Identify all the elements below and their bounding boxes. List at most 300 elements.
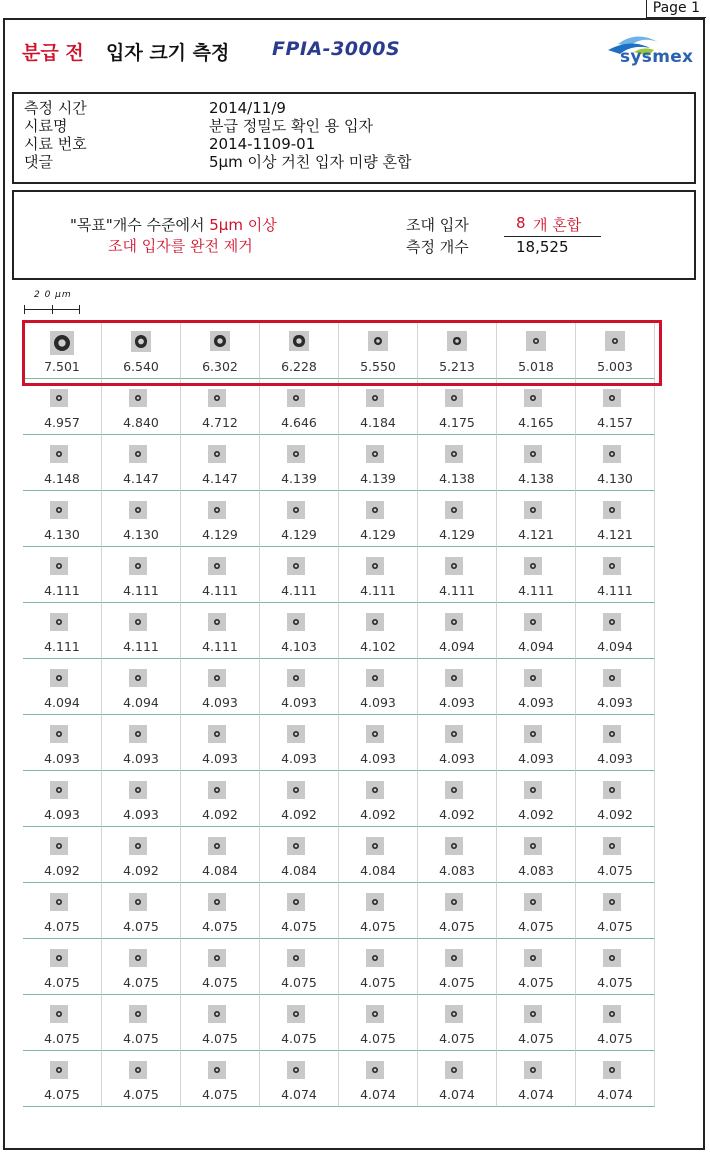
particle-size-value: 4.093 xyxy=(360,751,396,766)
particle-image xyxy=(50,1005,68,1023)
scale-bar-tick xyxy=(52,305,53,314)
particle-ring xyxy=(609,675,615,681)
particle-ring xyxy=(214,843,220,849)
particle-size-value: 4.093 xyxy=(202,751,238,766)
particle-size-value: 4.075 xyxy=(123,975,159,990)
particle-size-value: 4.129 xyxy=(439,527,475,542)
summary-threshold: 5μm 이상 xyxy=(209,216,277,234)
particle-size-value: 4.111 xyxy=(202,639,238,654)
particle-size-value: 4.130 xyxy=(123,527,159,542)
particle-size-value: 4.084 xyxy=(281,863,317,878)
particle-image xyxy=(445,725,463,743)
particle-image xyxy=(366,613,384,631)
particle-cell xyxy=(339,323,418,379)
particle-cell xyxy=(102,323,181,379)
particle-image xyxy=(50,669,68,687)
particle-cell xyxy=(23,939,102,995)
particle-size-value: 4.957 xyxy=(44,415,80,430)
particle-ring xyxy=(56,787,62,793)
particle-ring xyxy=(451,619,457,625)
particle-size-value: 4.092 xyxy=(439,807,475,822)
particle-ring xyxy=(451,1011,457,1017)
particle-image xyxy=(366,501,384,519)
particle-cell xyxy=(497,827,576,883)
particle-cell xyxy=(260,323,339,379)
particle-ring xyxy=(609,563,615,569)
info-value-time: 2014/11/9 xyxy=(209,99,286,117)
particle-image xyxy=(208,949,226,967)
particle-cell xyxy=(181,603,260,659)
particle-ring xyxy=(372,955,378,961)
particle-size-value: 4.129 xyxy=(202,527,238,542)
particle-ring xyxy=(214,675,220,681)
particle-size-value: 4.075 xyxy=(202,919,238,934)
particle-cell xyxy=(576,547,655,603)
particle-cell xyxy=(23,1051,102,1107)
particle-cell xyxy=(102,939,181,995)
coarse-underline xyxy=(504,236,601,237)
particle-size-value: 4.075 xyxy=(360,975,396,990)
particle-ring xyxy=(214,1011,220,1017)
summary-line1-text: "목표"개수 수준에서 xyxy=(70,216,210,234)
particle-size-value: 4.093 xyxy=(44,807,80,822)
particle-ring xyxy=(612,338,618,344)
particle-size-value: 4.075 xyxy=(597,919,633,934)
particle-image xyxy=(366,445,384,463)
particle-image xyxy=(208,893,226,911)
particle-cell xyxy=(497,715,576,771)
particle-ring xyxy=(293,731,299,737)
particle-size-value: 4.094 xyxy=(123,695,159,710)
particle-cell xyxy=(497,771,576,827)
particle-size-value: 4.092 xyxy=(281,807,317,822)
particle-image xyxy=(603,837,621,855)
particle-size-value: 4.093 xyxy=(597,751,633,766)
particle-cell xyxy=(102,883,181,939)
particle-image xyxy=(366,837,384,855)
info-label-comment: 댓글 xyxy=(24,153,53,171)
particle-image xyxy=(208,1061,226,1079)
particle-cell xyxy=(181,827,260,883)
particle-cell xyxy=(418,995,497,1051)
particle-ring xyxy=(451,451,457,457)
particle-ring xyxy=(214,899,220,905)
particle-cell xyxy=(339,1051,418,1107)
particle-size-value: 4.075 xyxy=(123,1087,159,1102)
particle-image xyxy=(50,501,68,519)
particle-image xyxy=(208,557,226,575)
particle-image xyxy=(129,837,147,855)
particle-size-value: 4.111 xyxy=(123,639,159,654)
particle-ring xyxy=(530,1011,536,1017)
particle-ring xyxy=(609,619,615,625)
particle-image xyxy=(287,837,305,855)
particle-image xyxy=(208,501,226,519)
particle-cell xyxy=(576,771,655,827)
particle-ring xyxy=(451,1067,457,1073)
particle-size-value: 4.084 xyxy=(360,863,396,878)
particle-cell xyxy=(102,491,181,547)
particle-size-value: 4.092 xyxy=(597,807,633,822)
particle-image xyxy=(603,669,621,687)
particle-size-value: 4.075 xyxy=(281,919,317,934)
particle-size-value: 4.646 xyxy=(281,415,317,430)
particle-cell xyxy=(576,379,655,435)
particle-ring xyxy=(56,619,62,625)
particle-image xyxy=(603,557,621,575)
summary-line1 xyxy=(70,214,277,235)
particle-size-value: 4.075 xyxy=(202,1087,238,1102)
particle-cell xyxy=(576,939,655,995)
particle-size-value: 4.074 xyxy=(439,1087,475,1102)
particle-size-value: 4.075 xyxy=(360,1031,396,1046)
particle-image xyxy=(50,893,68,911)
particle-cell xyxy=(23,659,102,715)
particle-ring xyxy=(609,899,615,905)
particle-ring xyxy=(54,335,70,351)
particle-image xyxy=(50,725,68,743)
particle-cell xyxy=(339,491,418,547)
particle-size-value: 4.111 xyxy=(44,583,80,598)
measured-count-value: 18,525 xyxy=(516,238,569,256)
particle-ring xyxy=(293,1067,299,1073)
particle-size-value: 4.147 xyxy=(202,471,238,486)
particle-ring xyxy=(533,338,539,344)
particle-cell xyxy=(418,323,497,379)
particle-size-value: 4.075 xyxy=(518,975,554,990)
particle-cell xyxy=(339,715,418,771)
particle-size-value: 4.157 xyxy=(597,415,633,430)
particle-image xyxy=(524,725,542,743)
particle-ring xyxy=(56,1011,62,1017)
particle-ring xyxy=(530,395,536,401)
particle-cell xyxy=(181,1051,260,1107)
particle-size-value: 4.093 xyxy=(281,695,317,710)
particle-size-value: 4.129 xyxy=(281,527,317,542)
particle-cell xyxy=(181,939,260,995)
particle-cell xyxy=(576,995,655,1051)
particle-size-value: 5.550 xyxy=(360,359,396,374)
particle-ring xyxy=(214,619,220,625)
particle-ring xyxy=(214,451,220,457)
particle-ring xyxy=(56,731,62,737)
particle-ring xyxy=(293,675,299,681)
particle-image xyxy=(445,781,463,799)
particle-ring xyxy=(214,563,220,569)
particle-cell xyxy=(23,435,102,491)
particle-size-value: 4.103 xyxy=(281,639,317,654)
particle-ring xyxy=(530,619,536,625)
particle-cell xyxy=(339,995,418,1051)
particle-ring xyxy=(451,899,457,905)
particle-image xyxy=(289,331,309,351)
particle-image xyxy=(129,893,147,911)
particle-ring xyxy=(56,451,62,457)
particle-cell xyxy=(260,379,339,435)
particle-cell xyxy=(260,547,339,603)
particle-image xyxy=(524,669,542,687)
particle-size-value: 4.130 xyxy=(597,471,633,486)
particle-image xyxy=(445,893,463,911)
coarse-particle-unit: 개 혼합 xyxy=(533,216,582,234)
particle-cell xyxy=(576,491,655,547)
particle-image xyxy=(366,1061,384,1079)
particle-cell xyxy=(339,827,418,883)
particle-image xyxy=(129,445,147,463)
particle-size-value: 4.093 xyxy=(123,807,159,822)
particle-ring xyxy=(372,787,378,793)
particle-image xyxy=(366,557,384,575)
particle-cell xyxy=(181,323,260,379)
particle-image xyxy=(445,389,463,407)
particle-ring xyxy=(530,675,536,681)
particle-size-value: 4.121 xyxy=(518,527,554,542)
particle-ring xyxy=(451,787,457,793)
particle-ring xyxy=(293,787,299,793)
particle-cell xyxy=(497,547,576,603)
particle-image xyxy=(129,725,147,743)
particle-size-value: 4.075 xyxy=(597,975,633,990)
particle-image xyxy=(50,331,74,355)
particle-image xyxy=(524,949,542,967)
particle-size-value: 4.175 xyxy=(439,415,475,430)
particle-ring xyxy=(293,451,299,457)
particle-cell xyxy=(23,379,102,435)
particle-ring xyxy=(609,451,615,457)
particle-size-value: 4.075 xyxy=(360,919,396,934)
sample-info-box xyxy=(12,92,696,184)
particle-ring xyxy=(135,843,141,849)
particle-image xyxy=(208,781,226,799)
particle-size-value: 4.111 xyxy=(44,639,80,654)
particle-size-value: 4.075 xyxy=(44,919,80,934)
particle-cell xyxy=(181,659,260,715)
particle-size-value: 4.712 xyxy=(202,415,238,430)
particle-size-value: 4.093 xyxy=(123,751,159,766)
particle-size-value: 4.075 xyxy=(44,975,80,990)
particle-ring xyxy=(372,395,378,401)
particle-image xyxy=(366,669,384,687)
particle-cell xyxy=(102,547,181,603)
particle-cell xyxy=(339,379,418,435)
particle-ring xyxy=(451,395,457,401)
particle-cell xyxy=(181,715,260,771)
particle-size-value: 4.111 xyxy=(518,583,554,598)
particle-cell xyxy=(497,1051,576,1107)
particle-ring xyxy=(135,619,141,625)
particle-ring xyxy=(56,563,62,569)
particle-size-value: 5.003 xyxy=(597,359,633,374)
particle-image xyxy=(287,501,305,519)
particle-ring xyxy=(530,563,536,569)
particle-image xyxy=(129,1005,147,1023)
summary-line2: 조대 입자를 완전 제거 xyxy=(108,237,253,255)
particle-size-value: 4.121 xyxy=(597,527,633,542)
scale-bar-tick xyxy=(24,305,25,314)
particle-cell xyxy=(102,659,181,715)
particle-image-grid xyxy=(23,323,655,1107)
particle-size-value: 4.130 xyxy=(44,527,80,542)
particle-image xyxy=(129,949,147,967)
particle-cell xyxy=(576,603,655,659)
particle-image xyxy=(524,893,542,911)
particle-cell xyxy=(339,435,418,491)
particle-size-value: 4.075 xyxy=(202,1031,238,1046)
particle-ring xyxy=(609,1067,615,1073)
particle-cell xyxy=(102,771,181,827)
particle-size-value: 4.165 xyxy=(518,415,554,430)
particle-ring xyxy=(293,955,299,961)
particle-image xyxy=(366,781,384,799)
particle-ring xyxy=(135,395,141,401)
particle-cell xyxy=(260,715,339,771)
particle-size-value: 6.228 xyxy=(281,359,317,374)
particle-cell xyxy=(339,771,418,827)
particle-cell xyxy=(181,379,260,435)
particle-image xyxy=(445,1061,463,1079)
particle-image xyxy=(526,331,546,351)
particle-size-value: 4.111 xyxy=(439,583,475,598)
particle-size-value: 4.075 xyxy=(439,919,475,934)
particle-size-value: 4.075 xyxy=(123,919,159,934)
particle-image xyxy=(445,1005,463,1023)
particle-size-value: 4.111 xyxy=(597,583,633,598)
particle-image xyxy=(287,781,305,799)
particle-cell xyxy=(260,1051,339,1107)
scale-bar-label: 2 0 μm xyxy=(34,290,72,300)
particle-image xyxy=(208,1005,226,1023)
particle-ring xyxy=(374,337,383,346)
particle-image xyxy=(50,1061,68,1079)
particle-cell xyxy=(260,939,339,995)
particle-size-value: 4.075 xyxy=(44,1087,80,1102)
particle-ring xyxy=(451,563,457,569)
particle-image xyxy=(447,331,467,351)
particle-cell xyxy=(23,995,102,1051)
particle-image xyxy=(129,669,147,687)
particle-size-value: 4.094 xyxy=(439,639,475,654)
particle-image xyxy=(129,389,147,407)
particle-cell xyxy=(576,323,655,379)
particle-size-value: 4.074 xyxy=(518,1087,554,1102)
particle-cell xyxy=(102,715,181,771)
particle-image xyxy=(524,1061,542,1079)
particle-ring xyxy=(135,899,141,905)
particle-size-value: 4.074 xyxy=(360,1087,396,1102)
particle-image xyxy=(603,389,621,407)
info-label-time: 측정 시간 xyxy=(24,99,87,117)
particle-size-value: 4.093 xyxy=(44,751,80,766)
particle-image xyxy=(524,781,542,799)
particle-ring xyxy=(372,843,378,849)
particle-image xyxy=(287,725,305,743)
particle-cell xyxy=(102,603,181,659)
particle-ring xyxy=(135,675,141,681)
particle-cell xyxy=(181,771,260,827)
particle-ring xyxy=(56,899,62,905)
particle-size-value: 4.139 xyxy=(281,471,317,486)
particle-cell xyxy=(339,883,418,939)
summary-box xyxy=(12,190,696,280)
particle-ring xyxy=(453,337,460,344)
particle-ring xyxy=(214,335,226,347)
particle-image xyxy=(287,557,305,575)
particle-image xyxy=(50,389,68,407)
particle-image xyxy=(50,781,68,799)
particle-size-value: 4.075 xyxy=(518,1031,554,1046)
particle-image xyxy=(129,781,147,799)
particle-size-value: 4.094 xyxy=(597,639,633,654)
particle-ring xyxy=(609,395,615,401)
particle-size-value: 5.018 xyxy=(518,359,554,374)
particle-size-value: 4.093 xyxy=(439,751,475,766)
particle-image xyxy=(208,725,226,743)
info-value-sample: 분급 정밀도 확인 용 입자 xyxy=(209,117,373,135)
particle-cell xyxy=(497,435,576,491)
particle-cell xyxy=(418,771,497,827)
particle-ring xyxy=(372,563,378,569)
particle-size-value: 4.148 xyxy=(44,471,80,486)
particle-image xyxy=(287,389,305,407)
particle-cell xyxy=(260,491,339,547)
info-value-comment: 5μm 이상 거친 입자 미량 혼합 xyxy=(209,153,412,171)
particle-ring xyxy=(214,1067,220,1073)
particle-cell xyxy=(418,939,497,995)
particle-size-value: 6.302 xyxy=(202,359,238,374)
particle-size-value: 4.074 xyxy=(281,1087,317,1102)
particle-cell xyxy=(181,547,260,603)
coarse-particle-count: 8 xyxy=(516,214,526,232)
particle-cell xyxy=(23,323,102,379)
particle-image xyxy=(287,893,305,911)
particle-ring xyxy=(372,1067,378,1073)
particle-image xyxy=(445,669,463,687)
particle-size-value: 4.111 xyxy=(202,583,238,598)
particle-size-value: 4.138 xyxy=(518,471,554,486)
particle-ring xyxy=(293,843,299,849)
particle-cell xyxy=(181,435,260,491)
particle-cell xyxy=(102,827,181,883)
particle-ring xyxy=(293,395,299,401)
particle-image xyxy=(366,389,384,407)
particle-image xyxy=(603,613,621,631)
particle-image xyxy=(524,445,542,463)
particle-cell xyxy=(576,715,655,771)
particle-image xyxy=(603,949,621,967)
particle-cell xyxy=(418,883,497,939)
particle-size-value: 4.092 xyxy=(518,807,554,822)
particle-image xyxy=(445,445,463,463)
particle-ring xyxy=(609,787,615,793)
particle-ring xyxy=(530,507,536,513)
particle-cell xyxy=(102,1051,181,1107)
sysmex-logo xyxy=(600,30,710,70)
particle-size-value: 4.093 xyxy=(597,695,633,710)
particle-cell xyxy=(181,995,260,1051)
particle-cell xyxy=(260,827,339,883)
particle-ring xyxy=(372,899,378,905)
particle-cell xyxy=(23,715,102,771)
particle-cell xyxy=(497,883,576,939)
particle-ring xyxy=(135,787,141,793)
particle-cell xyxy=(23,771,102,827)
scale-bar-tick xyxy=(79,305,80,314)
particle-size-value: 4.147 xyxy=(123,471,159,486)
particle-size-value: 4.075 xyxy=(202,975,238,990)
particle-ring xyxy=(214,787,220,793)
particle-ring xyxy=(135,1011,141,1017)
particle-ring xyxy=(135,955,141,961)
